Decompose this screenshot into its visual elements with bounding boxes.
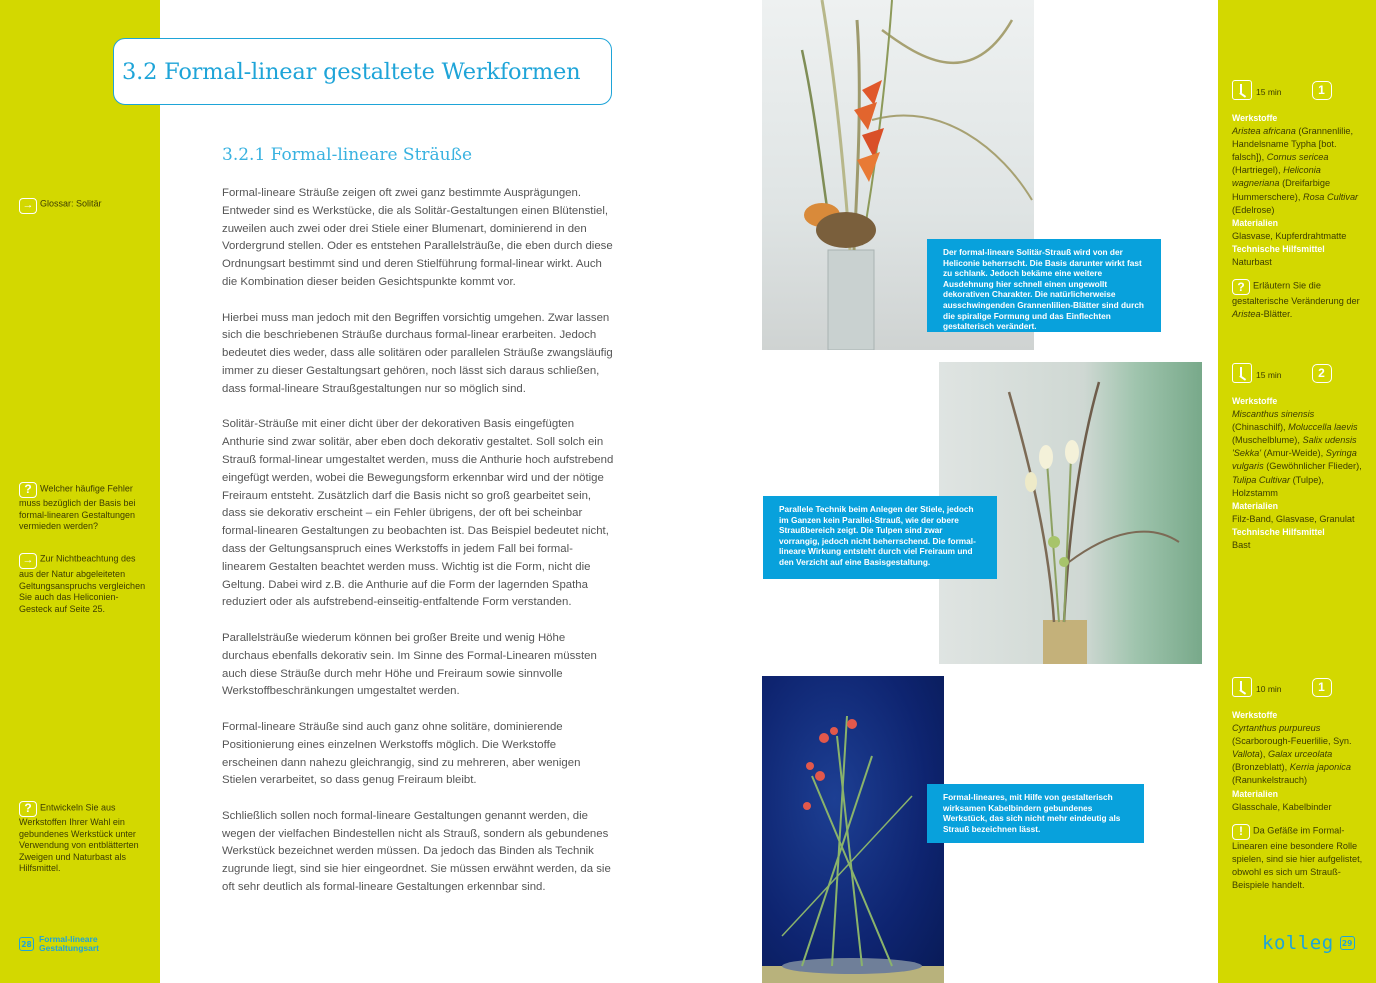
photo-caption-2: Parallele Technik beim Anlegen der Stiele, jedoch im Ganzen kein Parallel-Strauß, wie der obere Straußbereich zeigt. Die Tulpen sind zwar vorrangig, jedoch nicht beherrschend. Die formal-lineare Wirkung entsteht durch viel Freiraum und den Verzicht auf eine Basisgestaltung. — [763, 496, 997, 579]
paragraph: Formal-lineare Sträuße zeigen oft zwei ganz bestimmte Ausprägungen. Entweder sind es Werkstücke, die als Solitär-Gestaltungen einen Blütenstiel, zuweilen auch zwei oder drei Stiele einer Blumenart, dominierend in den Vordergrund stellen. Oder es entstehen Parallelsträuße, die eben durch diese Ordnungsart bestimmt sind und deren Stielführung formal-linear wirkt. Auch die Kombination dieser beiden Gesichtspunkte kommt vor. — [222, 187, 613, 288]
difficulty-level: 1 — [1312, 678, 1332, 697]
materials-block-3 — [1232, 677, 1364, 892]
hilfsmittel-label: Technische Hilfsmittel — [1232, 526, 1325, 537]
paragraph: Parallelsträuße wiederum können bei großer Breite und wenig Höhe durchaus ebenfalls dekorativ sein. Im Sinne des Formal-Linearen müssten auch diese Sträuße durch mehr Höhe und Freiraum sowie sinnvolle Werkstoffbeschränkungen umgestaltet werden. — [222, 631, 597, 698]
clock-icon — [1232, 80, 1252, 100]
time-estimate: 15 min — [1256, 86, 1282, 97]
difficulty-level: 1 — [1312, 81, 1332, 100]
paragraph: Schließlich sollen noch formal-lineare Gestaltungen genannt werden, die wegen der vielfachen Bindestellen nicht als Strauß, sondern als gebundenes Werkstück bezeichnet werden müssen. Da jedoch das Binden als Technik zugrunde liegt, sind sie hier eingeordnet. Sie müssen erwähnt werden, da sie oft sehr deutlich als formal-lineare Gestaltungen erkennbar sind. — [222, 809, 611, 894]
paragraph: Formal-lineare Sträuße sind auch ganz ohne solitäre, dominierende Positionierung eines einzelnen Werkstoffs möglich. Die Werkstoffe erscheinen dann nahezu gleichrangig, sind zu mehreren, aber wenigen Stielen verarbeitet, so dass genug Freiraum bleibt. — [222, 720, 581, 787]
hilfsmittel-list: Naturbast — [1232, 257, 1272, 268]
time-estimate: 10 min — [1256, 683, 1282, 694]
time-estimate: 15 min — [1256, 369, 1282, 380]
werkstoffe-label: Werkstoffe — [1232, 396, 1278, 406]
important-note: ! Da Gefäße im Formal-Linearen eine besondere Rolle spielen, sind sie hier aufgelistet, obwohl es sich um Strauß-Beispiele handelt. — [1232, 824, 1363, 891]
werkstoffe-list: Aristea africana (Grannenlilie, Handelsname Typha [bot. falsch]), Cornus sericea (Hartriegel), Heliconia wagneriana (Dreifarbige Hummerschere), Rosa Cultivar (Edelrose) — [1232, 126, 1359, 215]
body-text — [222, 185, 614, 915]
photo-caption-3: Formal-lineares, mit Hilfe von gestalterisch wirksamen Kabelbindern gebundenes Werkstück, das sich nicht mehr eindeutig als Strauß bezeichnen lässt. — [927, 784, 1144, 843]
materialien-list: Filz-Band, Glasvase, Granulat — [1232, 513, 1355, 524]
materials-block-2 — [1232, 363, 1364, 552]
question-icon: ? — [19, 801, 37, 817]
section-title-box — [113, 38, 612, 105]
materialien-label: Materialien — [1232, 500, 1278, 511]
subsection-title: 3.2.1 Formal-lineare Sträuße — [222, 145, 473, 165]
arrow-right-icon: → — [19, 198, 37, 214]
hilfsmittel-label: Technische Hilfsmittel — [1232, 243, 1325, 254]
difficulty-level: 2 — [1312, 364, 1332, 383]
werkstoffe-label: Werkstoffe — [1232, 710, 1278, 720]
question-note-right: ? Erläutern Sie die gestalterische Veränderung der Aristea-Blätter. — [1232, 279, 1360, 320]
werkstoffe-label: Werkstoffe — [1232, 113, 1278, 123]
brand-logo: kolleg — [1262, 932, 1334, 954]
materialien-label: Materialien — [1232, 217, 1278, 228]
exclamation-icon: ! — [1232, 824, 1250, 840]
footer-right — [1262, 932, 1355, 954]
paragraph: Hierbei muss man jedoch mit den Begriffen vorsichtig umgehen. Zwar lassen sich die beschriebenen Sträuße durchaus formal-linear erarbeiten. Jedoch bedeutet dies weder, dass alle solitären oder parallelen Sträuße zwangsläufig immer zu dieser Gestaltungsart gehören, noch lässt sich daraus schließen, dass formal-lineare Straußgestaltungen nur so möglich sind. — [222, 311, 613, 395]
glossary-note[interactable] — [19, 198, 154, 214]
paragraph: Solitär-Sträuße mit einer dicht über der dekorativen Basis eingefügten Anthurie sind zwar solitär, aber eben doch dekorativ gestaltet. Soll solch ein Strauß formal-linear umgestaltet werden, muss die Anthurie hoch aufstrebend eingefügt werden, wobei die Bewegungsform erkennbar wird und der nötige Freiraum entsteht. Zusätzlich darf die Basis nicht so groß gearbeitet sein, dass sie dekorativ erscheint – ein Fehler übrigens, der oft bei scheinbar formal-linearen Gestaltungen zu beobachten ist. Das Beispiel bedeutet nicht, dass der Geltungsanspruch eines Werkstoffs in jedem Fall bei formal-linearem Gestalten beachtet werden muss. Wichtig ist die Form, nicht die Geltung. Dabei wird z.B. die Anthurie auf die Form der lagernden Spatha reduziert oder als aufstrebend-einseitig-entfaltende Form verstanden. — [222, 418, 614, 609]
materialien-list: Glasvase, Kupferdrahtmatte — [1232, 230, 1347, 241]
clock-icon — [1232, 677, 1252, 697]
question-icon: ? — [19, 482, 37, 498]
question-note-1 — [19, 482, 149, 533]
reference-note — [19, 553, 149, 615]
chapter-label — [39, 935, 99, 953]
werkstoffe-list: Cyrtanthus purpureus (Scarborough-Feuerlilie, Syn. Vallota), Galax urceolata (Bronzeblatt), Kerria japonica (Ranunkelstrauch) — [1232, 723, 1352, 786]
reference-text: Zur Nichtbeachtung des aus der Natur abgeleiteten Geltungsanspruchs vergleichen Sie auch das Heliconien-Gesteck auf Seite 25. — [19, 553, 146, 614]
section-title: 3.2 Formal-linear gestaltete Werkformen — [122, 58, 581, 85]
clock-icon — [1232, 363, 1252, 383]
photo-cable-tie-arrangement — [762, 676, 944, 983]
photo-caption-1: Der formal-lineare Solitär-Strauß wird von der Heliconie beherrscht. Die Basis darunter wirkt fast zu schlank. Jedoch bekäme eine weitere Ausdehnung hier schnell einen ungewollt dekorativen Charakter. Die natürlicherweise ausschwingenden Grannenlilien-Blätter sind durch die spiralige Formung und das Einflechten gestalterisch verändert. — [927, 239, 1161, 332]
materials-block-1 — [1232, 80, 1364, 321]
werkstoffe-list: Miscanthus sinensis (Chinaschilf), Moluccella laevis (Muschelblume), Salix udensis 'Sekka' (Amur-Weide), Syringa vulgaris (Gewöhnlicher Flieder), Tulipa Cultivar (Tulpe), Holzstamm — [1232, 409, 1362, 498]
arrow-right-icon: → — [19, 553, 37, 569]
footer-left — [19, 935, 99, 953]
question-note-2 — [19, 801, 149, 875]
hilfsmittel-list: Bast — [1232, 540, 1251, 551]
materialien-label: Materialien — [1232, 788, 1278, 799]
glossary-text: Glossar: Solitär — [40, 198, 102, 209]
materialien-list: Glasschale, Kabelbinder — [1232, 801, 1332, 812]
chapter-label-line2: Gestaltungsart — [39, 943, 99, 953]
question-icon: ? — [1232, 279, 1250, 295]
question-text-2: Entwickeln Sie aus Werkstoffen Ihrer Wahl ein gebundenes Werkstück unter Verwendung von entblätterten Zweigen und Naturbast als Hilfsmittel. — [19, 802, 139, 873]
page-number-left: 28 — [19, 937, 34, 951]
chapter-label-line1: Formal-lineare — [39, 934, 98, 944]
page-number-right: 29 — [1340, 936, 1355, 950]
question-text-1: Welcher häufige Fehler muss bezüglich der Basis bei formal-linearen Gestaltungen vermieden werden? — [19, 483, 136, 531]
